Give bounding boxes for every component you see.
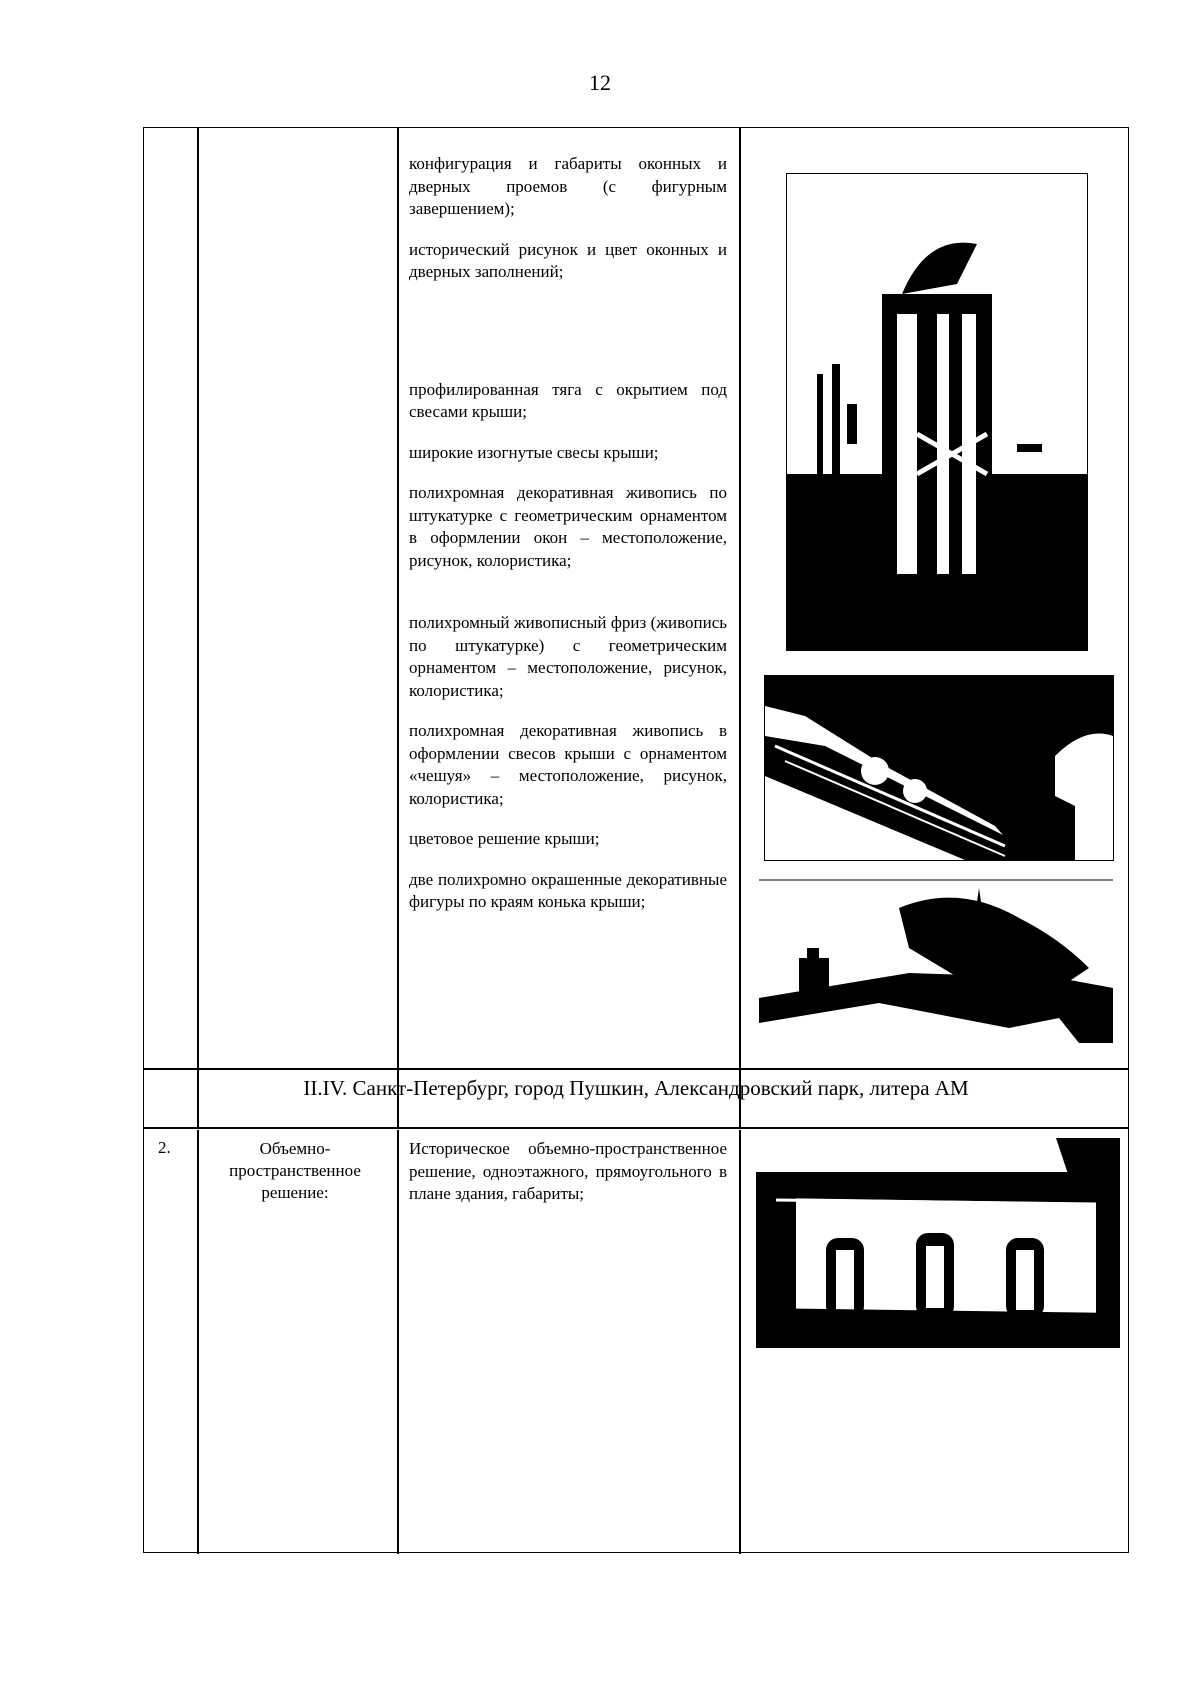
feature-item: полихромный живописный фриз (живопись по штукатурке) с геометрическим орнаментом – местоположение, рисунок, колористика; (409, 613, 727, 700)
features-list (409, 153, 727, 932)
feature-item: две полихромно окрашенные декоративные фигуры по краям конька крыши; (409, 869, 727, 911)
building-facade-photo (756, 1138, 1120, 1348)
row-number: 2. (158, 1138, 171, 1157)
section-caption: II.IV. Санкт-Петербург, город Пушкин, Александровский парк, литера АМ (303, 1076, 969, 1100)
feature-item: полихромная декоративная живопись по штукатурке с геометрическим орнаментом в оформлении окон – местоположение, рисунок, колористика; (409, 483, 727, 570)
frieze-detail-photo (764, 675, 1114, 861)
feature-item: широкие изогнутые свесы крыши; (409, 442, 659, 462)
feature-item: профилированная тяга с окрытием под свесами крыши; (409, 379, 727, 421)
page-number: 12 (589, 70, 611, 95)
description-text: Историческое объемно-пространственное решение, одноэтажного, прямоугольного в плане здания, габариты; (409, 1139, 727, 1203)
roof-ridge-photo (759, 878, 1113, 1043)
feature-category: Объемно-пространственное решение: (229, 1139, 361, 1202)
feature-item: исторический рисунок и цвет оконных и дверных заполнений; (409, 239, 727, 281)
window-detail-photo (786, 173, 1088, 651)
feature-description (409, 1138, 727, 1224)
feature-item: полихромная декоративная живопись в оформлении свесов крыши с орнаментом «чешуя» – местоположение, рисунок, колористика; (409, 721, 727, 808)
feature-item: цветовое решение крыши; (409, 829, 600, 848)
feature-item: конфигурация и габариты оконных и дверных проемов (с фигурным завершением); (409, 154, 727, 218)
protected-features-table (143, 127, 1129, 1553)
